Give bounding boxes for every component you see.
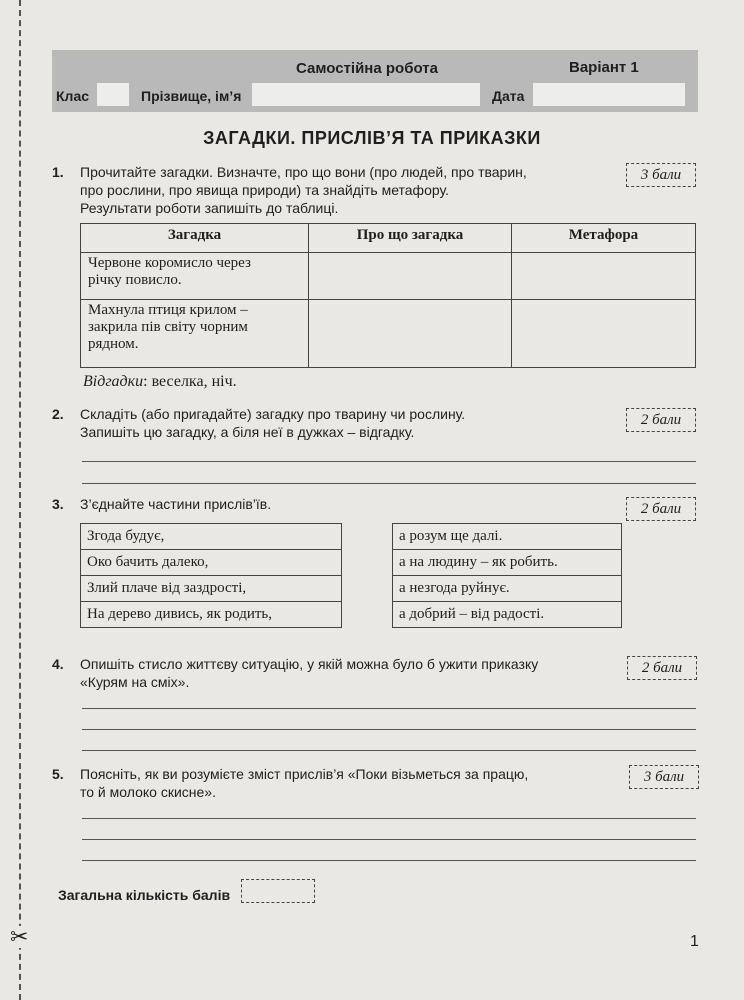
scissors-icon: ✂ [10, 924, 29, 949]
column-header: Загадка [81, 224, 309, 253]
task-number: 4. [52, 656, 64, 672]
answer-cell-metaphor[interactable] [512, 253, 696, 300]
page-number: 1 [690, 933, 699, 950]
table-row [81, 602, 342, 628]
proverb-beginnings [80, 523, 342, 628]
score-box: 2 бали [626, 408, 696, 432]
page-title: ЗАГАДКИ. ПРИСЛІВ’Я ТА ПРИКАЗКИ [203, 128, 541, 148]
task-line: Складіть (або пригадайте) загадку про тварину чи рослину. [80, 406, 466, 422]
task-line: «Курям на сміх». [80, 674, 190, 690]
proverb-part[interactable]: Злий плаче від заздрості, [81, 576, 342, 602]
table-row [81, 524, 342, 550]
riddle-line: річку повисло. [88, 272, 182, 288]
date-label: Дата [492, 88, 525, 104]
answer-line[interactable] [82, 461, 696, 462]
header-variant: Варіант 1 [569, 59, 639, 76]
riddle-answers [83, 373, 237, 391]
answer-line[interactable] [82, 860, 696, 861]
total-score-box[interactable] [241, 879, 315, 903]
score-box: 2 бали [627, 656, 697, 680]
class-field[interactable] [97, 83, 129, 106]
score-box: 3 бали [629, 765, 699, 789]
date-field[interactable] [533, 83, 685, 106]
total-score-label: Загальна кількість балів [58, 887, 231, 903]
proverb-part[interactable]: На дерево дивись, як родить, [81, 602, 342, 628]
column-header: Метафора [512, 224, 696, 253]
answer-cell-about[interactable] [309, 253, 512, 300]
table-row [81, 253, 696, 300]
name-label: Прізвище, ім’я [141, 88, 242, 104]
task-text [80, 163, 527, 217]
task-line: то й молоко скисне». [80, 784, 216, 800]
answer-line[interactable] [82, 729, 696, 730]
task-line: Поясніть, як ви розумієте зміст прислів’я «Поки візьметься за працю, [80, 766, 529, 782]
task-line: Результати роботи запишіть до таблиці. [80, 200, 339, 216]
task-line: З’єднайте частини прислів’їв. [80, 496, 272, 512]
task-number: 3. [52, 496, 64, 512]
table-header-row [81, 224, 696, 253]
answer-cell-metaphor[interactable] [512, 300, 696, 368]
task-text [80, 655, 538, 691]
task-line: Прочитайте загадки. Визначте, про що вони (про людей, про тварин, [80, 164, 527, 180]
answer-line[interactable] [82, 708, 696, 709]
answer-line[interactable] [82, 818, 696, 819]
task-number: 5. [52, 766, 64, 782]
proverb-endings [392, 523, 622, 628]
header-title: Самостійна робота [296, 60, 438, 77]
proverb-part[interactable]: Око бачить далеко, [81, 550, 342, 576]
task-line: Запишіть цю загадку, а біля неї в дужках – відгадку. [80, 424, 415, 440]
answers-label: Відгадки [83, 373, 144, 390]
task-text [80, 765, 528, 801]
cut-line [19, 0, 21, 1000]
proverb-part[interactable]: а розум ще далі. [393, 524, 622, 550]
riddle-cell [81, 253, 309, 300]
header-block [52, 50, 698, 112]
column-header: Про що загадка [309, 224, 512, 253]
table-row [81, 550, 342, 576]
table-row [393, 550, 622, 576]
task-number: 1. [52, 164, 64, 180]
score-box: 3 бали [626, 163, 696, 187]
answer-line[interactable] [82, 483, 696, 484]
task-line: про рослини, про явища природи) та знайдіть метафору. [80, 182, 449, 198]
answer-line[interactable] [82, 750, 696, 751]
score-box: 2 бали [626, 497, 696, 521]
riddle-line: Махнула птиця крилом – [88, 302, 248, 318]
task-text [80, 495, 271, 513]
name-field[interactable] [252, 83, 480, 106]
proverb-part[interactable]: а незгода руйнує. [393, 576, 622, 602]
riddle-line: Червоне коромисло через [88, 255, 251, 271]
table-row [393, 524, 622, 550]
table-row [81, 300, 696, 368]
task-line: Опишіть стисло життєву ситуацію, у якій можна було б ужити приказку [80, 656, 539, 672]
proverb-part[interactable]: Згода будує, [81, 524, 342, 550]
riddle-line: закрила пів світу чорним [88, 319, 248, 335]
table-row [393, 602, 622, 628]
answers-text: : веселка, ніч. [143, 373, 237, 390]
task-number: 2. [52, 406, 64, 422]
answer-cell-about[interactable] [309, 300, 512, 368]
riddles-table [80, 223, 696, 368]
class-label: Клас [56, 88, 90, 104]
riddle-line: рядном. [88, 336, 139, 352]
proverb-part[interactable]: а добрий – від радості. [393, 602, 622, 628]
task-text [80, 405, 465, 441]
answer-line[interactable] [82, 839, 696, 840]
table-row [393, 576, 622, 602]
riddle-cell [81, 300, 309, 368]
table-row [81, 576, 342, 602]
proverb-part[interactable]: а на людину – як робить. [393, 550, 622, 576]
